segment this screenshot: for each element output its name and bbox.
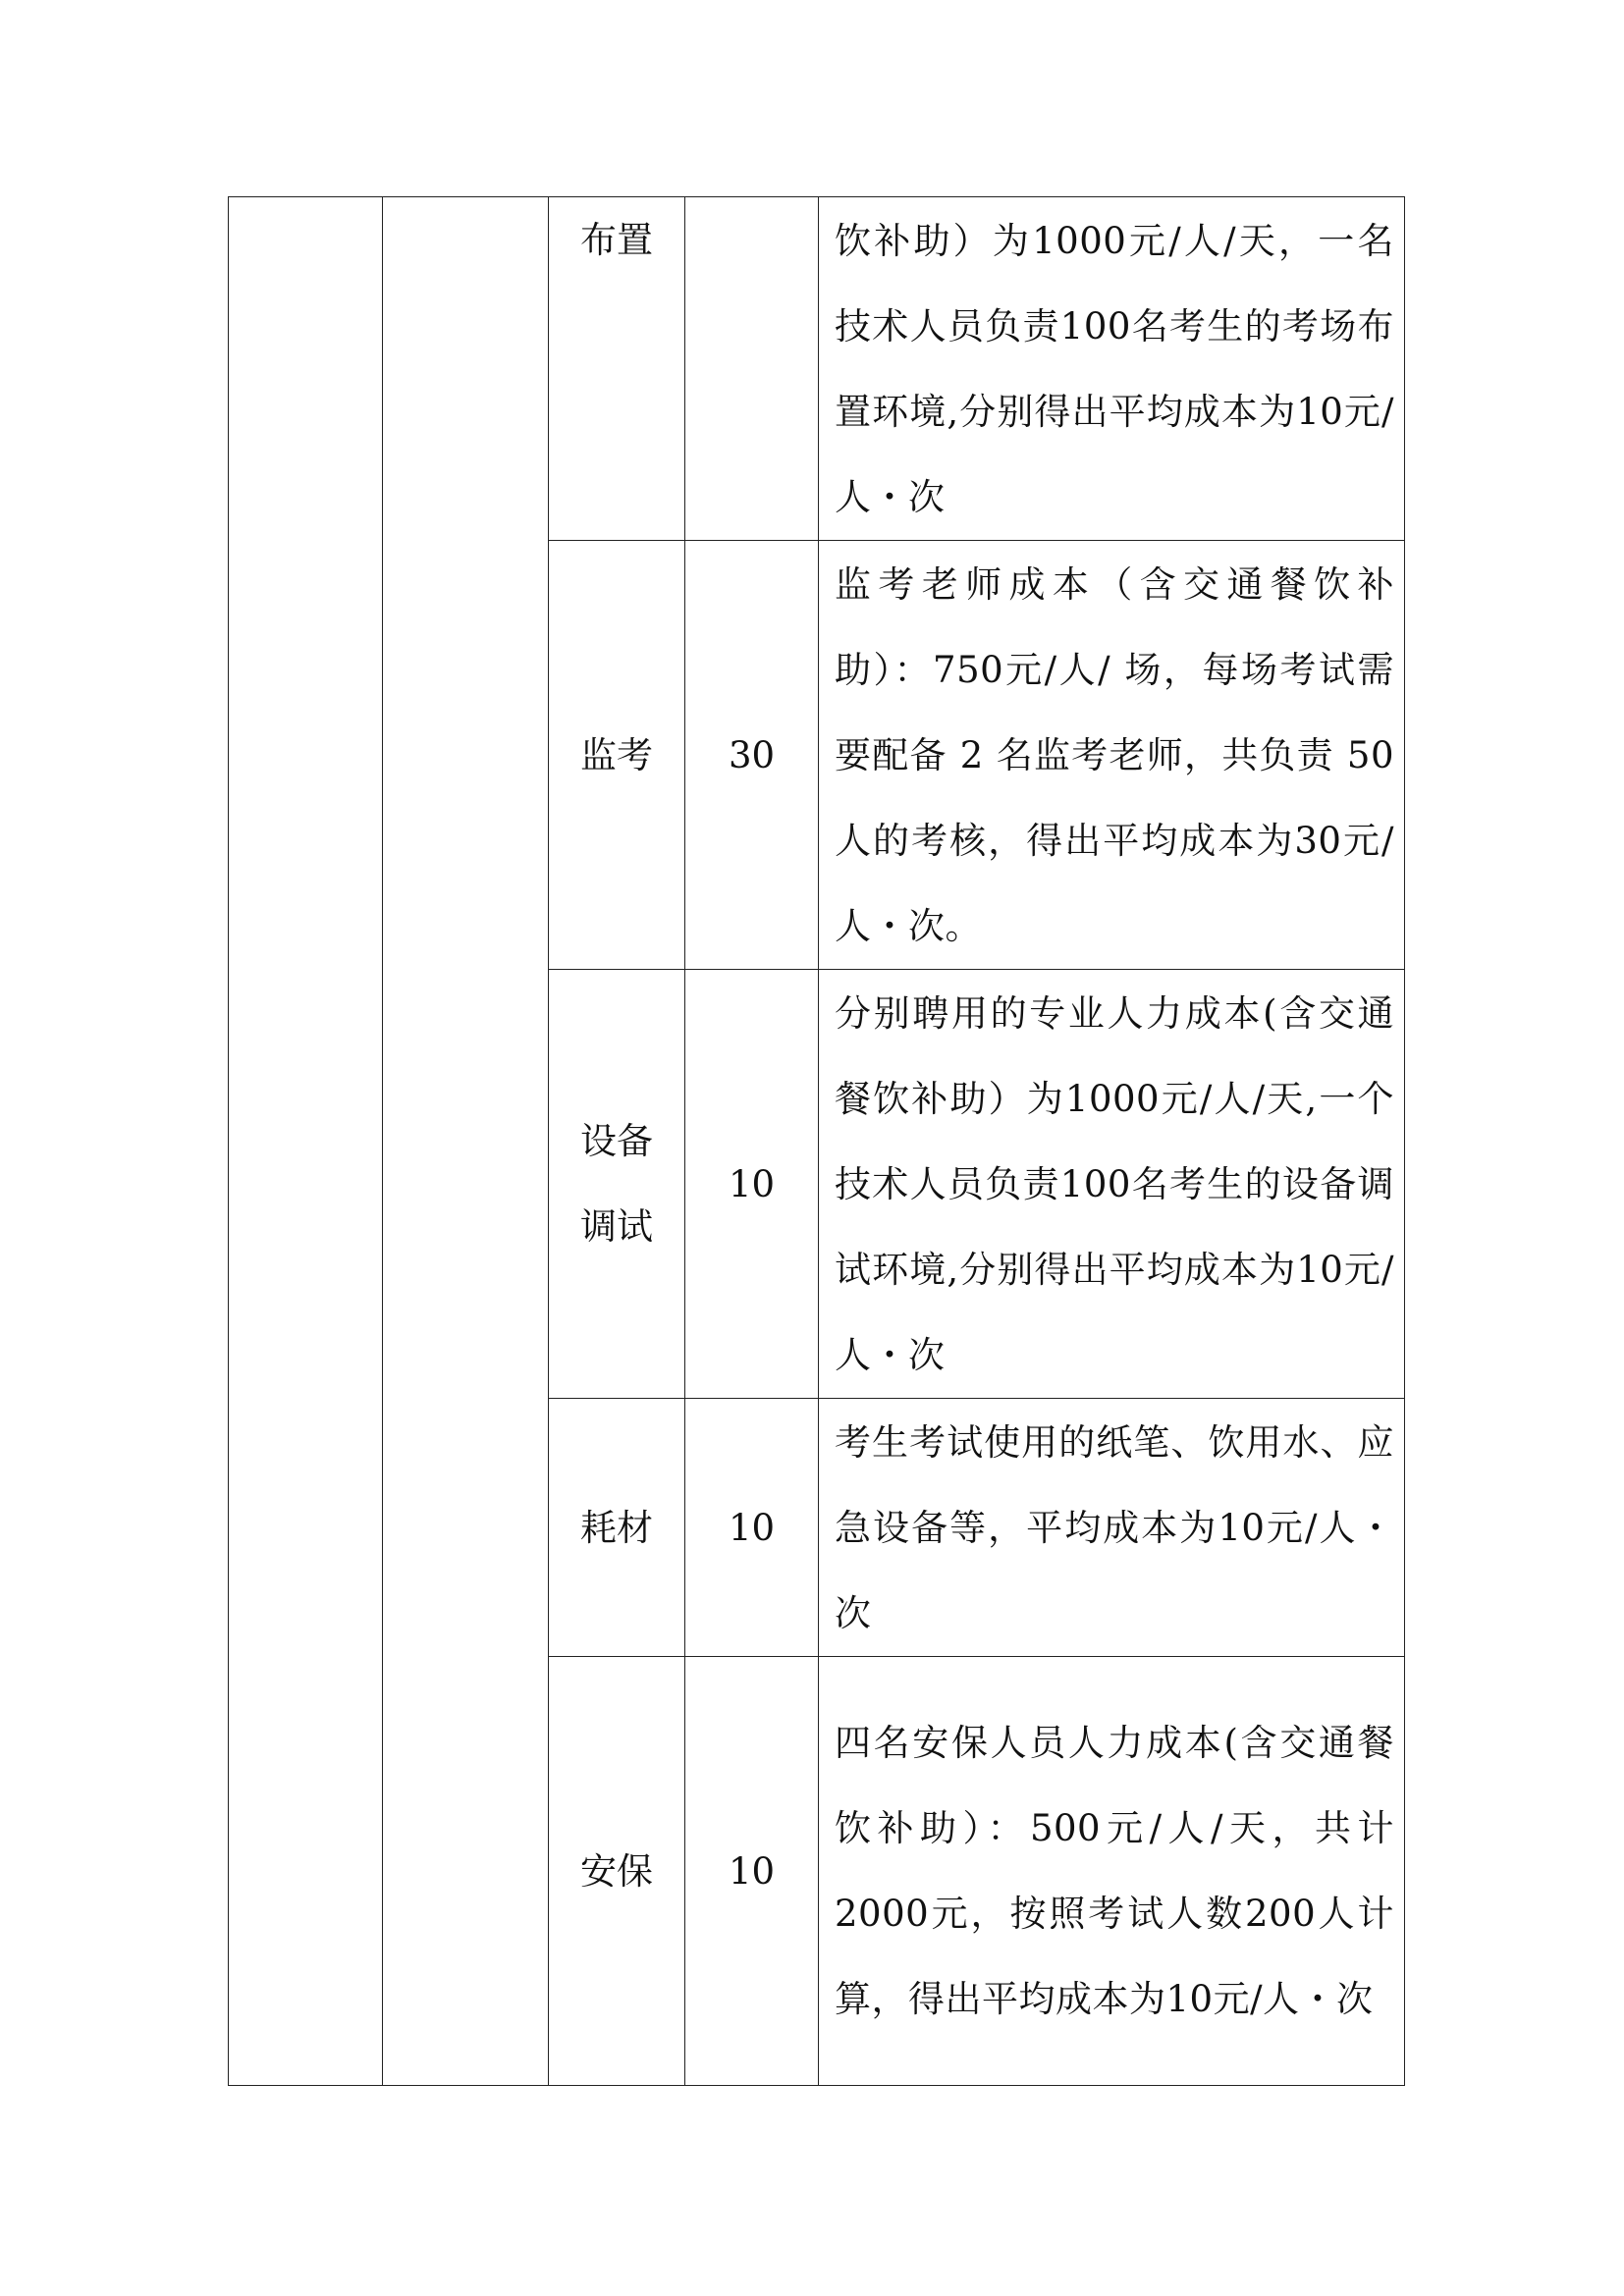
amount-cell <box>685 541 819 970</box>
cost-breakdown-table <box>228 196 1405 2086</box>
item-name: 布置 <box>580 219 653 261</box>
description-text: 分别聘用的专业人力成本(含交通餐饮补助）为1000元/人/天,一个技术人员负责100名考生的设备调试环境,分别得出平均成本为10元/人・次 <box>835 991 1394 1376</box>
description-cell <box>819 541 1405 970</box>
description-cell <box>819 197 1405 541</box>
empty-merged-cell-2 <box>383 197 549 2086</box>
item-cell <box>549 197 685 541</box>
description-text: 四名安保人员人力成本(含交通餐饮补助）：500元/人/天，共计2000元，按照考试人数200人计算，得出平均成本为10元/人・次 <box>835 1722 1394 2020</box>
item-name: 安保 <box>580 1849 653 1893</box>
amount-value: 10 <box>728 1849 776 1893</box>
item-cell <box>549 541 685 970</box>
description-cell <box>819 1657 1405 2086</box>
empty-merged-cell-1 <box>229 197 383 2086</box>
item-name: 设备 调试 <box>580 1120 653 1248</box>
item-cell <box>549 1399 685 1657</box>
item-cell <box>549 1657 685 2086</box>
description-text: 监考老师成本（含交通餐饮补助）：750元/人/ 场，每场考试需要配备 2 名监考老师，共负责 50人的考核，得出平均成本为30元/人・次。 <box>835 562 1394 947</box>
item-name: 监考 <box>580 733 653 776</box>
amount-cell <box>685 197 819 541</box>
item-cell <box>549 970 685 1399</box>
description-text: 饮补助）为1000元/人/天，一名技术人员负责100名考生的考场布置环境,分别得出平均成本为10元/人・次 <box>835 219 1394 518</box>
amount-value: 10 <box>728 1506 776 1549</box>
description-cell <box>819 970 1405 1399</box>
amount-cell <box>685 1657 819 2086</box>
amount-cell <box>685 970 819 1399</box>
amount-value: 30 <box>728 733 776 776</box>
table-row <box>229 197 1405 541</box>
amount-value: 10 <box>728 1162 776 1205</box>
item-name: 耗材 <box>580 1506 653 1549</box>
description-text: 考生考试使用的纸笔、饮用水、应急设备等，平均成本为10元/人・次 <box>835 1420 1394 1634</box>
amount-cell <box>685 1399 819 1657</box>
description-cell <box>819 1399 1405 1657</box>
